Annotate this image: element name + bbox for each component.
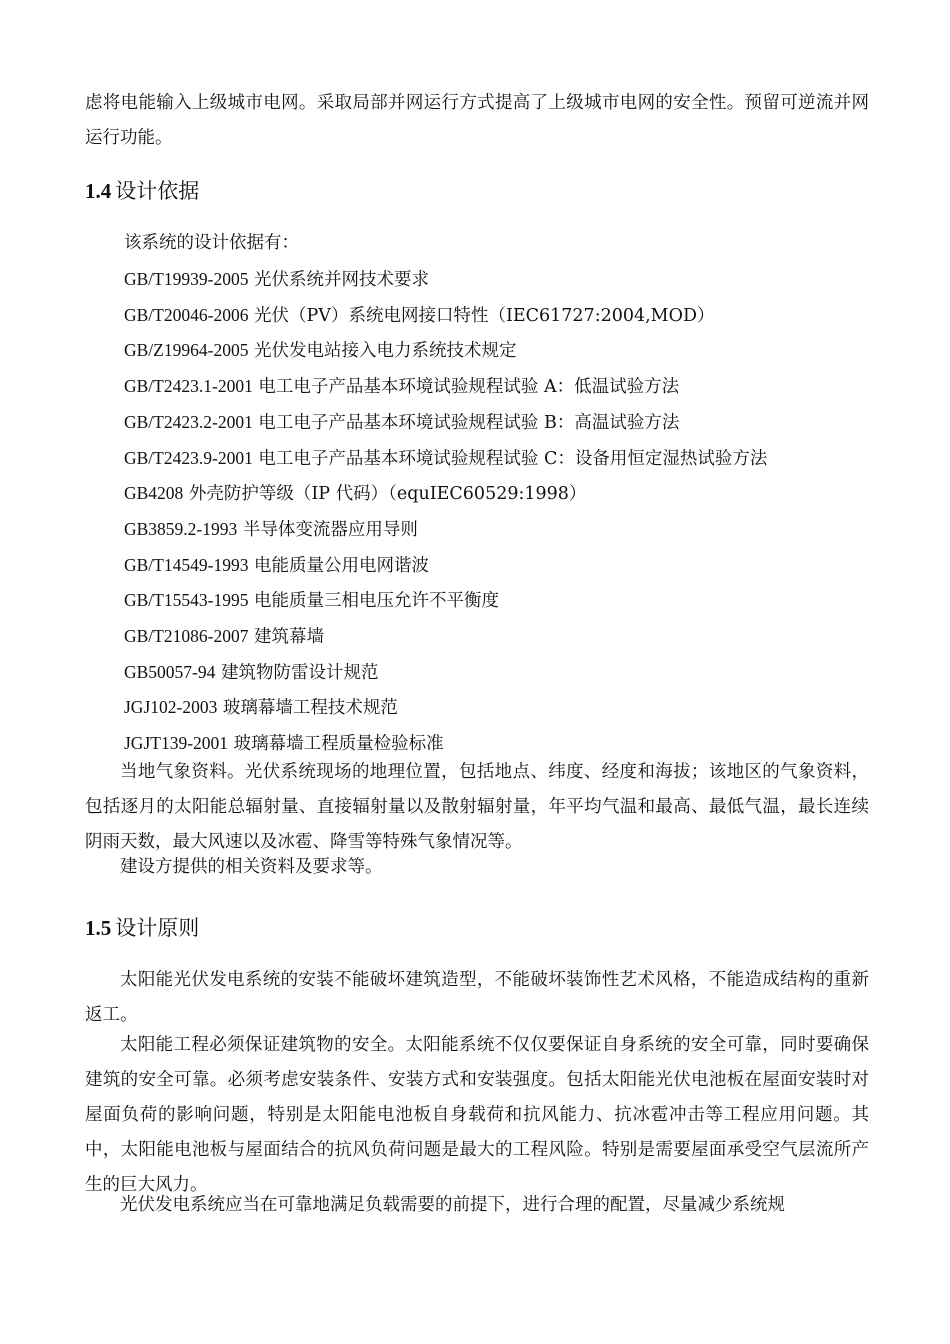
section-heading-1-5 — [85, 913, 199, 943]
section-number: 1.5 — [85, 916, 112, 940]
reference-list — [124, 262, 767, 762]
weather-paragraph: 当地气象资料。光伏系统现场的地理位置，包括地点、纬度、经度和海拔；该地区的气象资料，包括逐月的太阳能总辐射量、直接辐射量以及散射辐射量，年平均气温和最高、最低气温，最长连续阴雨天数，最大风速以及冰雹、降雪等特殊气象情况等。 — [85, 762, 869, 852]
principle-paragraph-3: 光伏发电系统应当在可靠地满足负载需要的前提下，进行合理的配置，尽量减少系统规 — [120, 1195, 785, 1215]
list-item: GB4208 外壳防护等级（IP 代码）（equIEC60529:1998） — [124, 483, 587, 505]
list-item: GB/T2423.2-2001 电工电子产品基本环境试验规程试验 B：高温试验方法 — [124, 411, 680, 433]
list-item: GB/T2423.9-2001 电工电子产品基本环境试验规程试验 C：设备用恒定湿热试验方法 — [124, 447, 768, 469]
section-heading-1-4 — [85, 176, 199, 206]
list-item: GB/T19939-2005 光伏系统并网技术要求 — [124, 269, 430, 290]
principle-paragraph-2: 太阳能工程必须保证建筑物的安全。太阳能系统不仅仅要保证自身系统的安全可靠，同时要确保建筑的安全可靠。必须考虑安装条件、安装方式和安装强度。包括太阳能光伏电池板在屋面安装时对屋面负荷的影响问题，特别是太阳能电池板自身载荷和抗风能力、抗冰雹冲击等工程应用问题。其中，太阳能电池板与屋面结合的抗风负荷问题是最大的工程风险。特别是需要屋面承受空气层流所产生的巨大风力。 — [85, 1035, 869, 1195]
intro-paragraph: 虑将电能输入上级城市电网。采取局部并网运行方式提高了上级城市电网的安全性。预留可逆流并网运行功能。 — [85, 93, 869, 148]
section-title: 设计原则 — [115, 916, 200, 940]
list-item: JGJT139-2001 玻璃幕墙工程质量检验标准 — [124, 733, 444, 755]
list-item: GB/T15543-1995 电能质量三相电压允许不平衡度 — [124, 590, 500, 612]
section-title: 设计依据 — [115, 179, 200, 203]
list-item: GB/Z19964-2005 光伏发电站接入电力系统技术规定 — [124, 340, 517, 362]
references-lead: 该系统的设计依据有： — [124, 233, 299, 253]
list-item: GB3859.2-1993 半导体变流器应用导则 — [124, 518, 418, 540]
list-item: GB/T14549-1993 电能质量公用电网谐波 — [124, 554, 430, 576]
list-item: GB50057-94 建筑物防雷设计规范 — [124, 661, 379, 683]
section-number: 1.4 — [85, 179, 112, 203]
list-item: JGJ102-2003 玻璃幕墙工程技术规范 — [124, 697, 398, 719]
principle-paragraph-1: 太阳能光伏发电系统的安装不能破坏建筑造型，不能破坏装饰性艺术风格，不能造成结构的重新返工。 — [85, 970, 869, 1025]
list-item: GB/T2423.1-2001 电工电子产品基本环境试验规程试验 A：低温试验方法 — [124, 376, 680, 398]
list-item: GB/T21086-2007 建筑幕墙 — [124, 626, 325, 648]
owner-paragraph: 建设方提供的相关资料及要求等。 — [120, 857, 383, 877]
list-item: GB/T20046-2006 光伏（PV）系统电网接口特性（IEC61727:2004,MOD） — [124, 304, 715, 326]
